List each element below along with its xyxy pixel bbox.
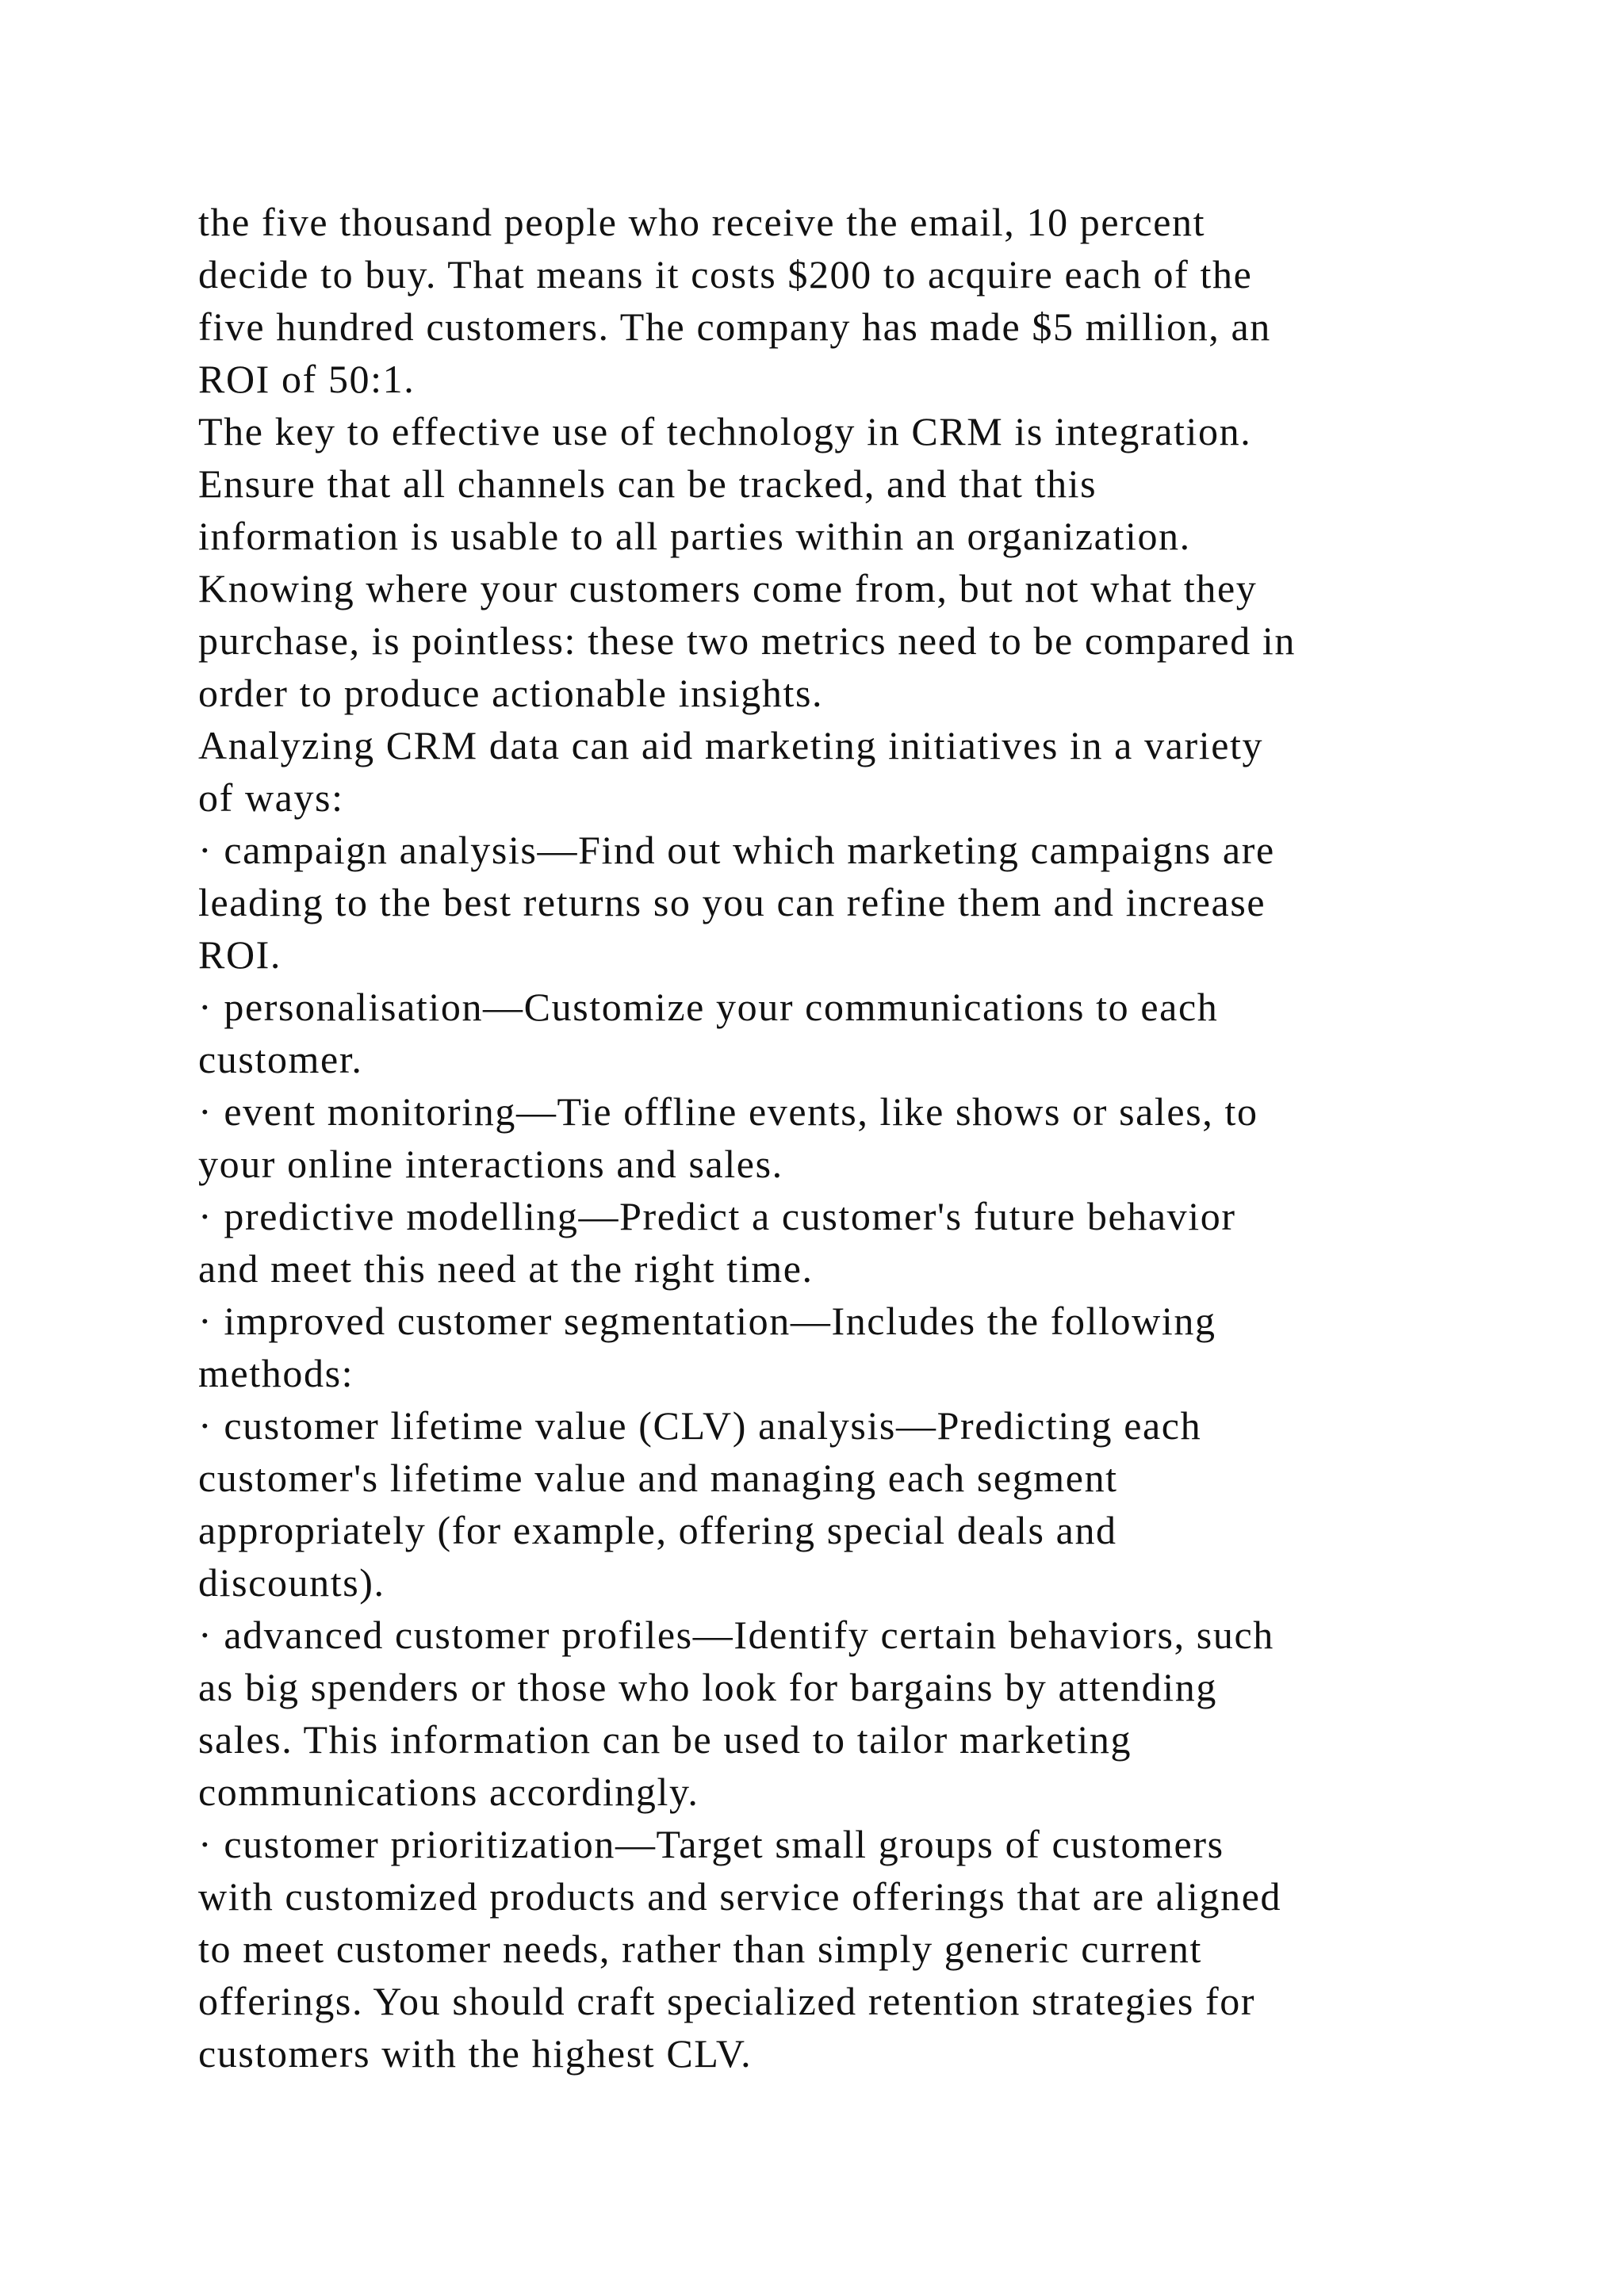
text-line: customer. (198, 1037, 363, 1081)
text-line: The key to effective use of technology in CRM is integration. (198, 409, 1252, 453)
text-line: offerings. You should craft specialized retention strategies for (198, 1979, 1256, 2023)
text-line: Knowing where your customers come from, but not what they (198, 566, 1258, 610)
text-line: sales. This information can be used to tailor marketing (198, 1717, 1132, 1762)
text-line: ROI of 50:1. (198, 357, 416, 401)
bullet-line: · personalisation—Customize your communications to each (198, 985, 1219, 1029)
text-line: with customized products and service offerings that are aligned (198, 1874, 1282, 1919)
text-line: customers with the highest CLV. (198, 2031, 753, 2076)
text-line: order to produce actionable insights. (198, 671, 824, 715)
text-line: methods: (198, 1351, 354, 1395)
text-line: customer's lifetime value and managing each segment (198, 1456, 1118, 1500)
text-line: leading to the best returns so you can refine them and increase (198, 880, 1266, 924)
body-text (198, 196, 1483, 2080)
bullet-line: · event monitoring—Tie offline events, like shows or sales, to (198, 1089, 1258, 1134)
text-line: the five thousand people who receive the email, 10 percent (198, 200, 1206, 244)
text-line: communications accordingly. (198, 1770, 699, 1814)
text-line: information is usable to all parties within an organization. (198, 514, 1191, 558)
text-line: ROI. (198, 932, 282, 977)
bullet-line: · campaign analysis—Find out which marketing campaigns are (198, 828, 1275, 872)
text-line: discounts). (198, 1560, 385, 1605)
text-line: and meet this need at the right time. (198, 1246, 814, 1291)
text-line: five hundred customers. The company has made $5 million, an (198, 304, 1271, 349)
text-line: decide to buy. That means it costs $200 to acquire each of the (198, 252, 1253, 297)
text-line: Ensure that all channels can be tracked, and that this (198, 461, 1097, 506)
text-line: your online interactions and sales. (198, 1142, 783, 1186)
bullet-line: · predictive modelling—Predict a customer's future behavior (198, 1194, 1236, 1238)
bullet-line: · advanced customer profiles—Identify certain behaviors, such (198, 1613, 1274, 1657)
text-line: purchase, is pointless: these two metrics need to be compared in (198, 618, 1296, 663)
text-line: appropriately (for example, offering special deals and (198, 1508, 1117, 1552)
bullet-line: · improved customer segmentation—Includes the following (198, 1299, 1216, 1343)
text-line: of ways: (198, 775, 344, 820)
text-line: Analyzing CRM data can aid marketing initiatives in a variety (198, 723, 1264, 767)
bullet-line: · customer prioritization—Target small groups of customers (198, 1822, 1224, 1866)
text-line: to meet customer needs, rather than simply generic current (198, 1927, 1202, 1971)
bullet-line: · customer lifetime value (CLV) analysis—Predicting each (198, 1403, 1202, 1448)
text-line: as big spenders or those who look for bargains by attending (198, 1665, 1217, 1709)
